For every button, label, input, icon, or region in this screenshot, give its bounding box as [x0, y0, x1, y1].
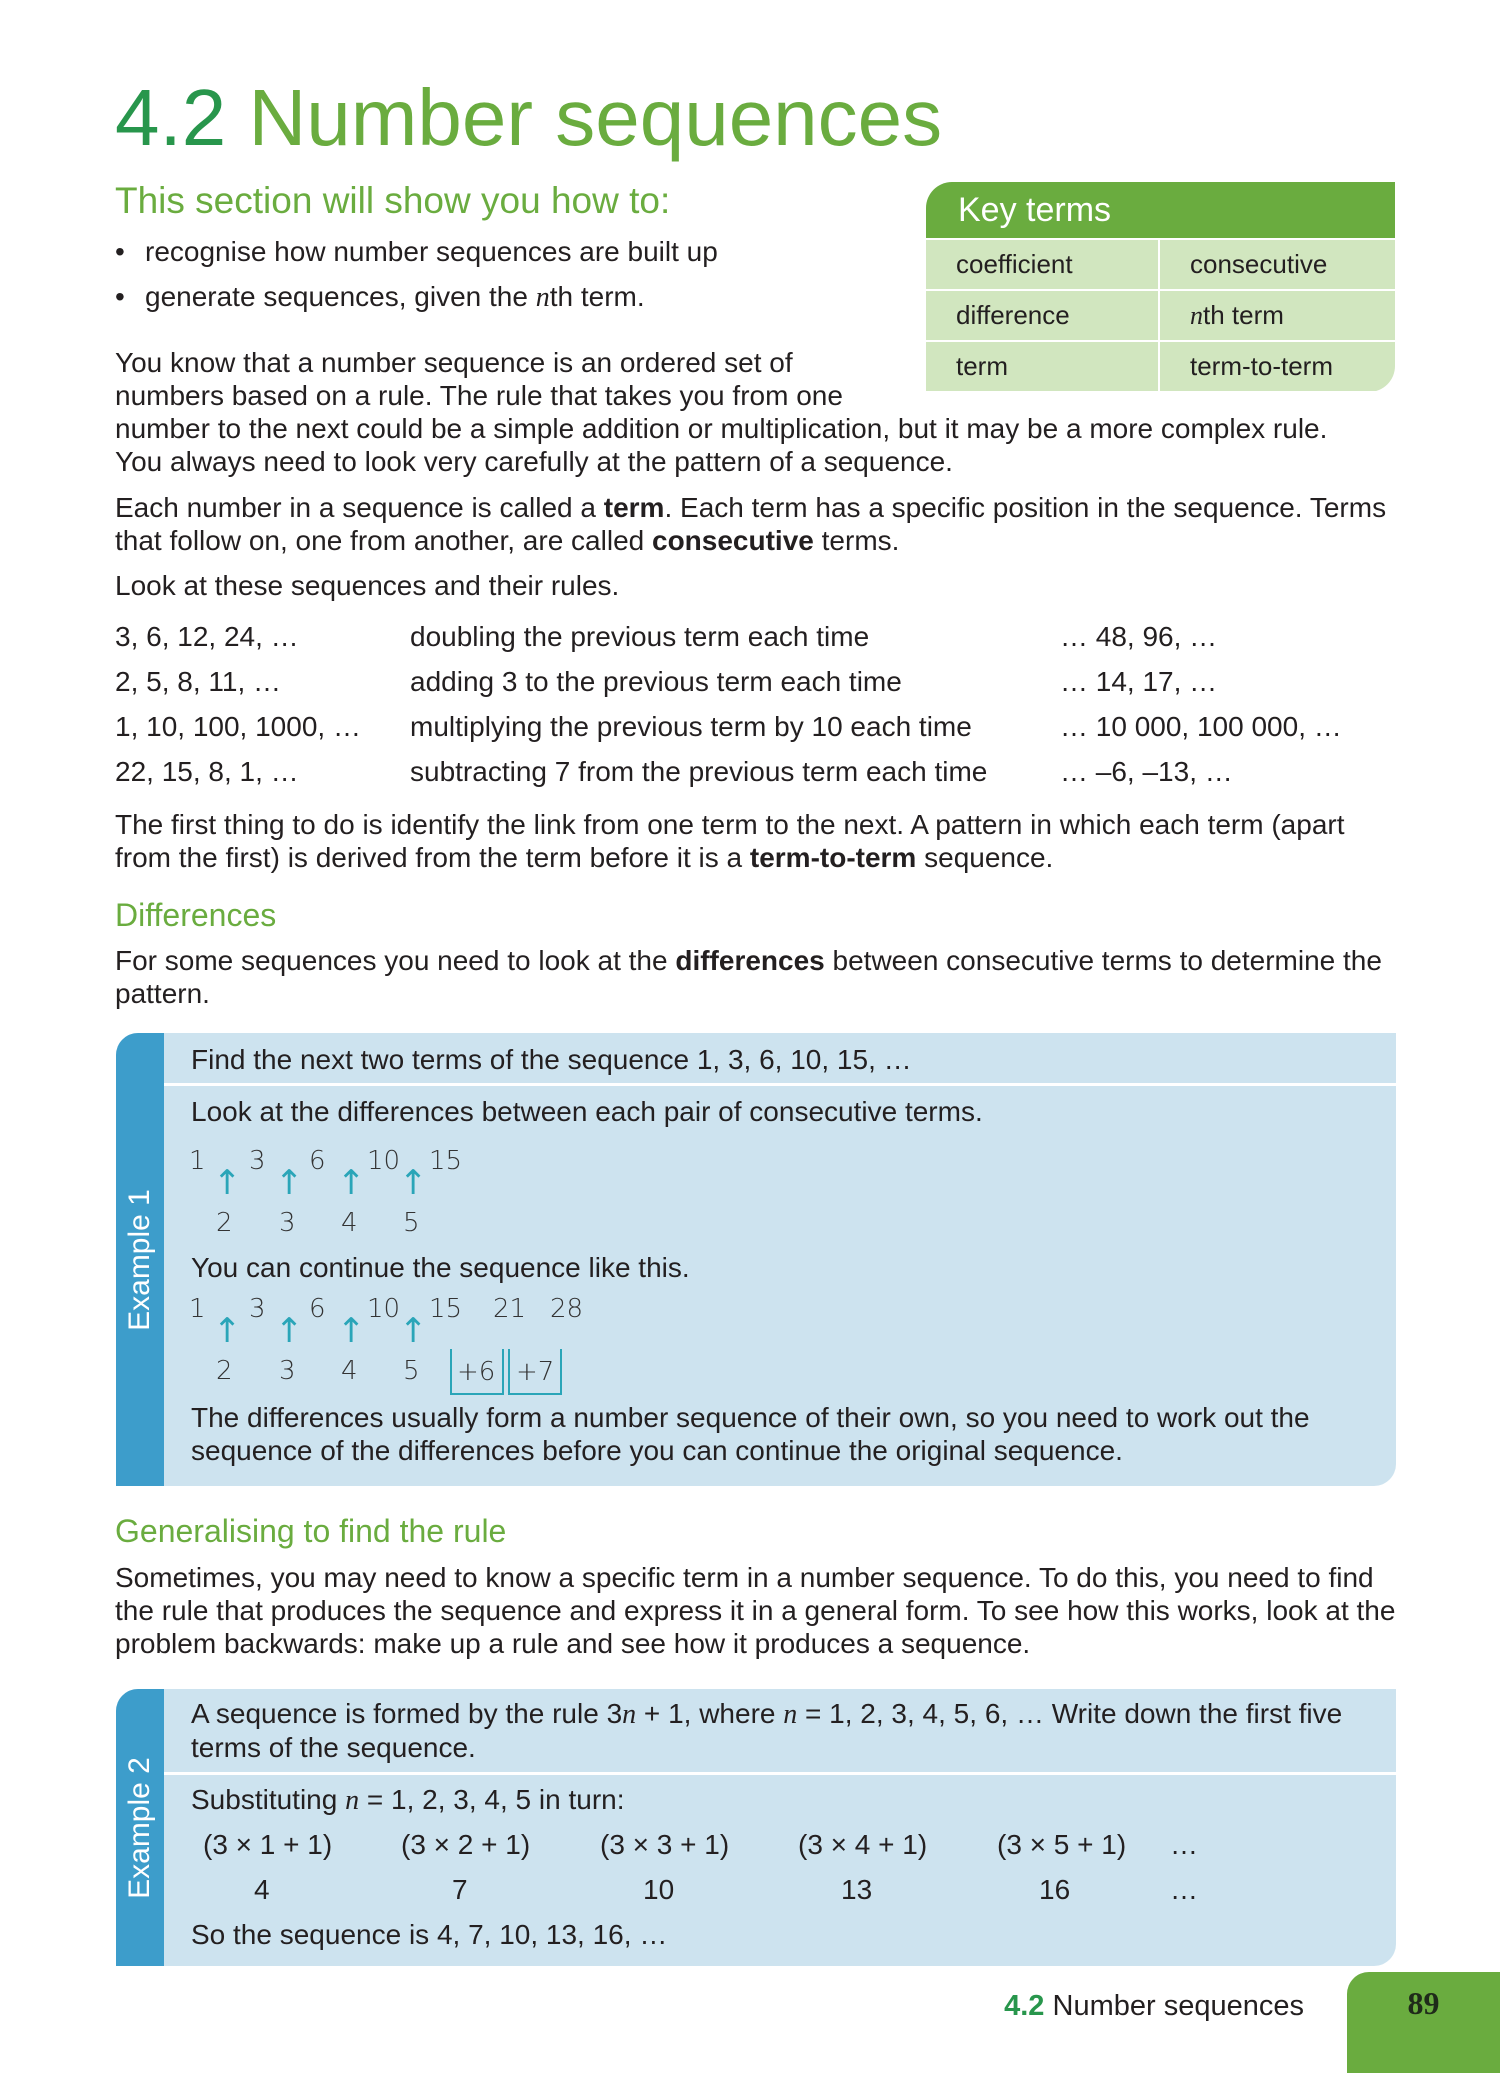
result: … [1170, 1874, 1198, 1905]
difference-value: 4 [341, 1356, 358, 1386]
example-2-answer: So the sequence is 4, 7, 10, 13, 16, … [191, 1919, 668, 1950]
sequences-intro: Look at these sequences and their rules. [115, 570, 620, 601]
example-1-step: Look at the differences between each pair of consecutive terms. [191, 1096, 983, 1127]
sequence-next: … 14, 17, … [1060, 666, 1218, 697]
term-value: 21 [493, 1294, 527, 1324]
example-1-box [116, 1033, 1396, 1486]
divider [164, 1772, 1396, 1775]
page-number-tab [1347, 1972, 1500, 2073]
example-1-step: You can continue the sequence like this. [191, 1252, 690, 1283]
key-term: nth term [1160, 291, 1395, 340]
key-term: term-to-term [1160, 342, 1395, 391]
arrow-up-icon: ↑ [399, 1311, 428, 1351]
sequence-rule: doubling the previous term each time [410, 621, 870, 652]
term-value: 10 [367, 1146, 401, 1176]
objectives-heading: This section will show you how to: [115, 180, 671, 221]
term-value: 6 [309, 1146, 326, 1176]
term-value: 1 [189, 1294, 206, 1324]
sequence-next: … –6, –13, … [1060, 756, 1233, 787]
calculation: … [1170, 1829, 1198, 1860]
key-term: coefficient [926, 240, 1158, 289]
term-value: 10 [367, 1294, 401, 1324]
difference-value: 3 [279, 1356, 296, 1386]
differences-heading: Differences [115, 897, 277, 933]
objective-item: • recognise how number sequences are built up [115, 236, 718, 267]
sequence-next: … 48, 96, … [1060, 621, 1218, 652]
differences-paragraph: For some sequences you need to look at the differences between consecutive terms to determine the pattern. [115, 945, 1382, 1009]
sequence: 3, 6, 12, 24, … [115, 621, 299, 652]
term-value: 3 [249, 1146, 266, 1176]
calculation: (3 × 1 + 1) [203, 1829, 333, 1860]
key-terms-row [926, 291, 1395, 340]
intro-paragraph: You know that a number sequence is an ordered set of numbers based on a rule. The rule that takes you from one number to the next could be a simple addition or multiplication, but it may be a more complex rule. You always need to look very carefully at the pattern of a sequence. [115, 347, 1328, 477]
calculation: (3 × 5 + 1) [997, 1829, 1127, 1860]
generalising-paragraph: Sometimes, you may need to know a specific term in a number sequence. To do this, you need to find the rule that produces the sequence and express it in a general form. To see how this works, look at the problem backwards: make up a rule and see how it produces a sequence. [115, 1562, 1396, 1659]
footer-section: 4.2 Number sequences [1004, 1990, 1304, 2022]
sequence: 2, 5, 8, 11, … [115, 666, 282, 697]
example-2-tab: Example 2 [116, 1689, 164, 1966]
term-value: 1 [189, 1146, 206, 1176]
page-number: 89 [1407, 1985, 1440, 2021]
calculation: (3 × 3 + 1) [600, 1829, 730, 1860]
example-1-question: Find the next two terms of the sequence 1, 3, 6, 10, 15, … [191, 1044, 912, 1075]
result: 4 [254, 1874, 270, 1905]
difference-value: 3 [279, 1208, 296, 1238]
example-2-substitution: Substituting n = 1, 2, 3, 4, 5 in turn: [191, 1784, 625, 1816]
key-term: term [926, 342, 1158, 391]
objective-item: • generate sequences, given the nth term. [115, 281, 645, 313]
difference-value: 5 [403, 1356, 420, 1386]
result: 10 [643, 1874, 675, 1905]
difference-value: 4 [341, 1208, 358, 1238]
arrow-up-icon: ↑ [275, 1163, 304, 1203]
divider [164, 1083, 1396, 1086]
section-number: 4.2 [115, 73, 227, 162]
generalising-heading: Generalising to find the rule [115, 1513, 507, 1549]
arrow-up-icon: ↑ [213, 1163, 242, 1203]
calculation: (3 × 4 + 1) [798, 1829, 928, 1860]
arrow-up-icon: ↑ [275, 1311, 304, 1351]
arrow-up-icon: ↑ [337, 1163, 366, 1203]
arrow-up-icon: ↑ [399, 1163, 428, 1203]
arrow-up-icon: ↑ [213, 1311, 242, 1351]
added-difference: +6 [450, 1349, 502, 1395]
sequence: 22, 15, 8, 1, … [115, 756, 299, 787]
example-1-conclusion: The differences usually form a number sequence of their own, so you need to work out the sequence of the differences before you can continue the original sequence. [191, 1402, 1310, 1466]
example-1-tab: Example 1 [116, 1033, 164, 1486]
term-value: 6 [309, 1294, 326, 1324]
calculation: (3 × 2 + 1) [401, 1829, 531, 1860]
example-2-box [116, 1689, 1396, 1966]
term-value: 28 [550, 1294, 584, 1324]
sequence-rule: subtracting 7 from the previous term each time [410, 756, 988, 787]
sequence: 1, 10, 100, 1000, … [115, 711, 361, 742]
key-term: difference [926, 291, 1158, 340]
difference-value: 5 [403, 1208, 420, 1238]
sequence-rule: multiplying the previous term by 10 each time [410, 711, 972, 742]
term-value: 3 [249, 1294, 266, 1324]
term-value: 15 [429, 1294, 463, 1324]
added-difference: +7 [508, 1349, 560, 1395]
sequence-next: … 10 000, 100 000, … [1060, 711, 1342, 742]
page-title [115, 68, 942, 168]
section-title: Number sequences [248, 73, 943, 162]
key-terms-row [926, 240, 1395, 289]
result: 16 [1039, 1874, 1071, 1905]
sequence-rule: adding 3 to the previous term each time [410, 666, 902, 697]
result: 13 [841, 1874, 873, 1905]
key-terms-heading: Key terms [926, 182, 1395, 238]
example-2-question: A sequence is formed by the rule 3n + 1, where n = 1, 2, 3, 4, 5, 6, … Write down the first five terms of the sequence. [191, 1698, 1343, 1763]
difference-value: 2 [216, 1208, 233, 1238]
term-value: 15 [429, 1146, 463, 1176]
arrow-up-icon: ↑ [337, 1311, 366, 1351]
term-paragraph: Each number in a sequence is called a term. Each term has a specific position in the sequence. Terms that follow on, one from another, are called consecutive terms. [115, 492, 1387, 556]
term-to-term-paragraph: The first thing to do is identify the link from one term to the next. A pattern in which each term (apart from the first) is derived from the term before it is a term-to-term sequence. [115, 809, 1345, 873]
difference-value: 2 [216, 1356, 233, 1386]
result: 7 [452, 1874, 468, 1905]
key-term: consecutive [1160, 240, 1395, 289]
